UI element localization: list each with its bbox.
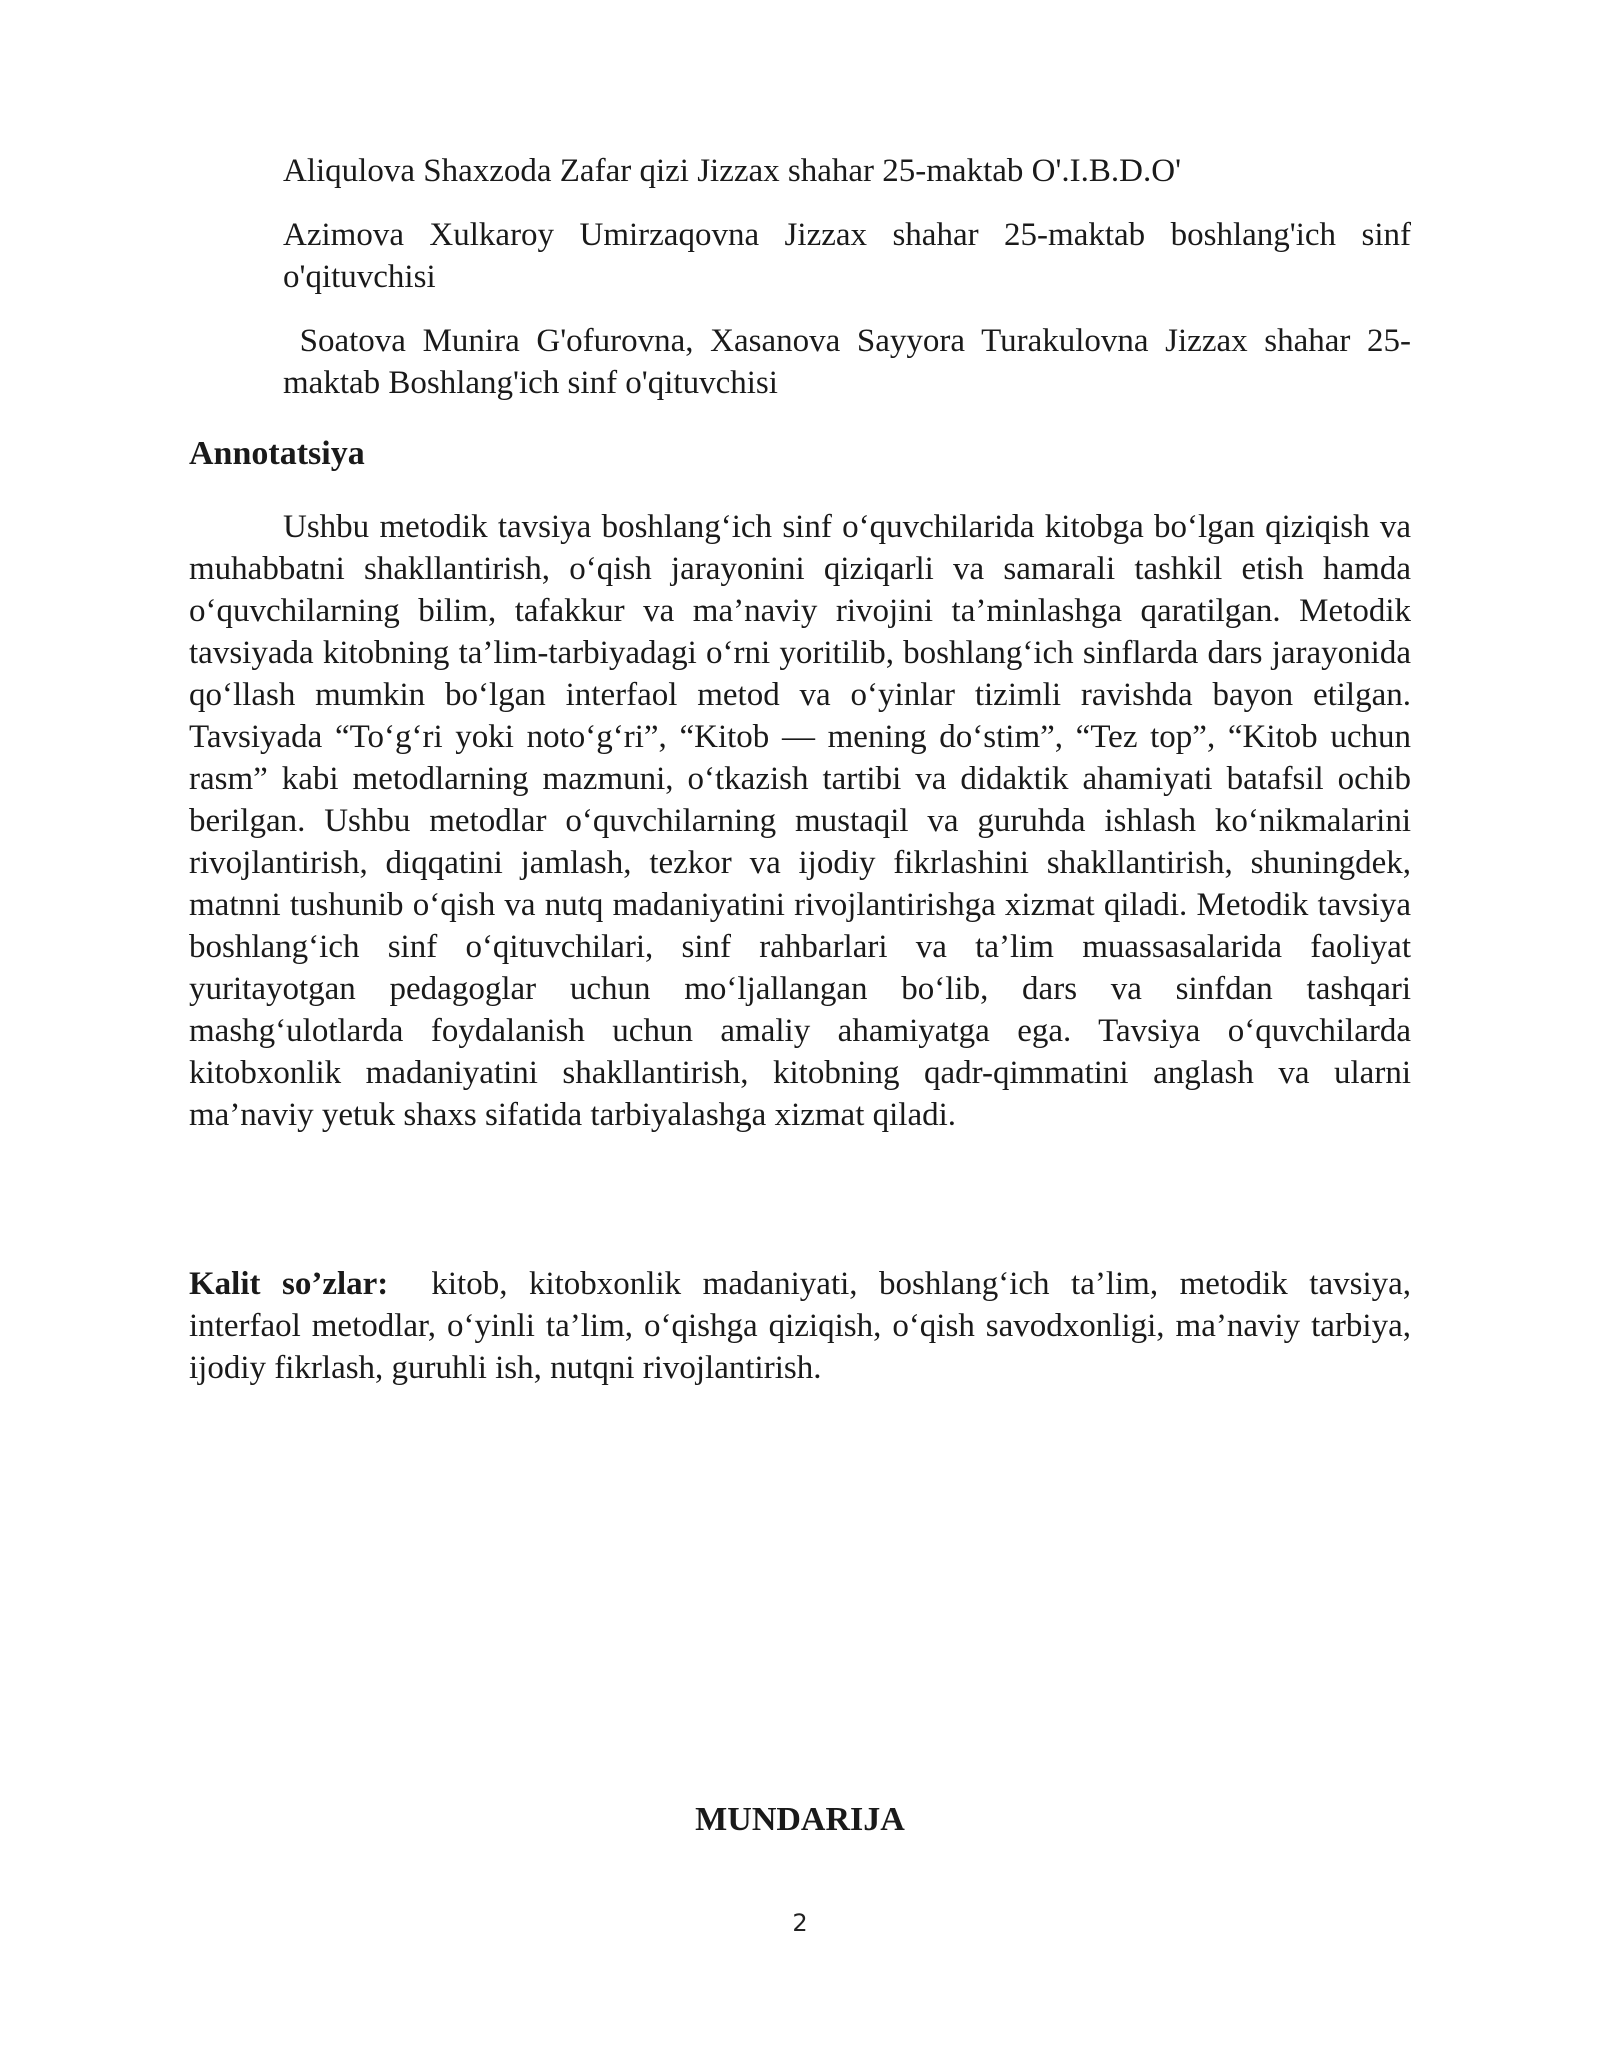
author-list [283, 150, 1411, 426]
page-number: 2 [792, 1909, 808, 1937]
author-line-1: Aliqulova Shaxzoda Zafar qizi Jizzax shahar 25-maktab O'.I.B.D.O' [283, 153, 1182, 189]
keywords-text: kitob, kitobxonlik madaniyati, boshlang‘ich ta’lim, metodik tavsiya, interfaol metodlar, o‘yinli ta’lim, o‘qishga qiziqish, o‘qish savodxonligi, ma’naviy tarbiya, ijodiy fikrlash, guruhli ish, nutqni rivojlantirish. [189, 1266, 1412, 1386]
author-line-2: Azimova Xulkaroy Umirzaqovna Jizzax shahar 25-maktab boshlang'ich sinf o'qituvchisi [283, 217, 1411, 295]
annotation-heading: Annotatsiya [189, 435, 365, 472]
table-of-contents-heading: MUNDARIJA [695, 1801, 905, 1838]
keywords-label: Kalit so’zlar: [189, 1266, 389, 1302]
annotation-text: Ushbu metodik tavsiya boshlang‘ich sinf o‘quvchilarida kitobga bo‘lgan qiziqish va muhabbatni shakllantirish, o‘qish jarayonini qiziqarli va samarali tashkil etish hamda o‘quvchilarning bilim, tafakkur va ma’naviy rivojini ta’minlashga qaratilgan. Metodik tavsiyada kitobning ta’lim-tarbiyadagi o‘rni yoritilib, boshlang‘ich sinflarda dars jarayonida qo‘llash mumkin bo‘lgan interfaol metod va o‘yinlar tizimli ravishda bayon etilgan. Tavsiyada “To‘g‘ri yoki noto‘g‘ri”, “Kitob — mening do‘stim”, “Tez top”, “Kitob uchun rasm” kabi metodlarning mazmuni, o‘tkazish tartibi va didaktik ahamiyati batafsil ochib berilgan. Ushbu metodlar o‘quvchilarning mustaqil va guruhda ishlash ko‘nikmalarini rivojlantirish, diqqatini jamlash, tezkor va ijodiy fikrlashini shakllantirish, shuningdek, matnni tushunib o‘qish va nutq madaniyatini rivojlantirishga xizmat qiladi. Metodik tavsiya boshlang‘ich sinf o‘qituvchilari, sinf rahbarlari va ta’lim muassasalarida faoliyat yuritayotgan pedagoglar uchun mo‘ljallangan bo‘lib, dars va sinfdan tashqari mashg‘ulotlarda foydalanish uchun amaliy ahamiyatga ega. Tavsiya o‘quvchilarda kitobxonlik madaniyatini shakllantirish, kitobning qadr-qimmatini anglash va ularni ma’naviy yetuk shaxs sifatida tarbiyalashga xizmat qiladi. [189, 509, 1411, 1133]
keywords-paragraph [189, 1263, 1411, 1389]
author-line-3: Soatova Munira G'ofurovna, Xasanova Sayyora Turakulovna Jizzax shahar 25-maktab Boshlang'ich sinf o'qituvchisi [283, 323, 1411, 401]
